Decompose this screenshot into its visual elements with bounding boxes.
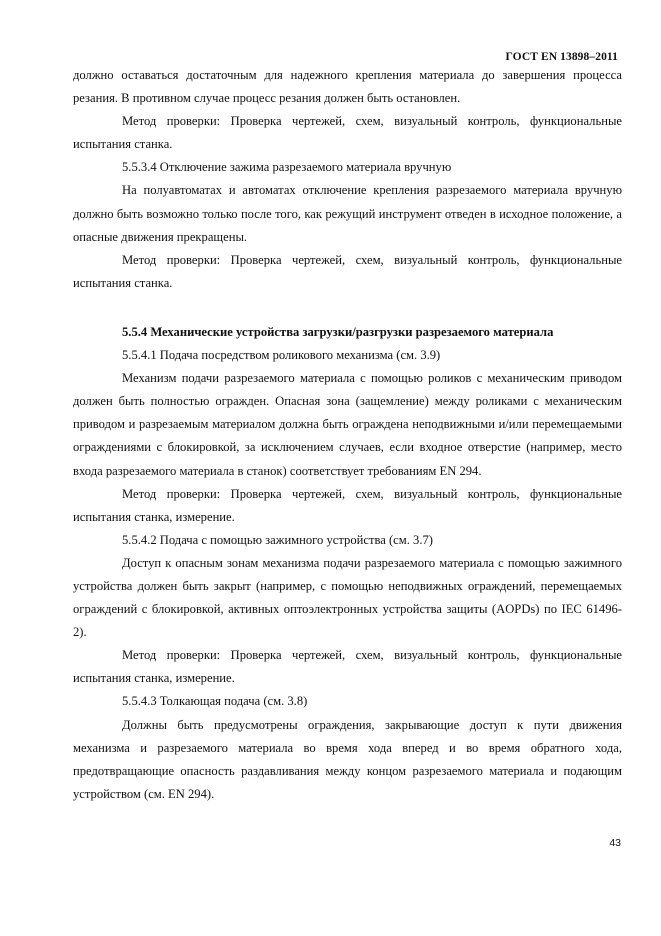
paragraph-push-feed: Должны быть предусмотрены ограждения, закрывающие доступ к пути движения механизма и разрезаемого материала во время хода вперед и во время обратного хода, предотвращающие опасность раздавливания между концом разрезаемого материала и подающим устройством (см. EN 294). <box>73 717 622 801</box>
paragraph-clamp-feed: Доступ к опасным зонам механизма подачи разрезаемого материала с помощью зажимного устройства должен быть закрыт (например, с помощью неподвижных ограждений, перемещаемых ограждений с блокировкой, активных оптоэлектронных устройства защиты (AOPDs) по IEC 61496-2). <box>73 555 622 640</box>
paragraph-test-method: Метод проверки: Проверка чертежей, схем, визуальный контроль, функциональные испытания станка, измерение. <box>73 486 622 524</box>
subsection-title-5-5-3-4: 5.5.3.4 Отключение зажима разрезаемого материала вручную <box>122 160 452 175</box>
subsection-title-5-5-4-1: 5.5.4.1 Подача посредством роликового механизма (см. 3.9) <box>122 348 441 363</box>
paragraph-continuation: должно оставаться достаточным для надежного крепления материала до завершения процесса резания. В противном случае процесс резания должен быть остановлен. <box>73 68 622 106</box>
paragraph-roller-feed: Механизм подачи разрезаемого материала с помощью роликов с механическим приводом должен быть полностью огражден. Опасная зона (защемление) между роликами с механическим приводом и разрезаемым материалом должна быть ограждена неподвижными и/или перемещаемыми ограждениями с блокировкой, за исключением случаев, если входное отверстие (например, место входа разрезаемого материала в станок) соответствует требованиям EN 294. <box>73 371 622 478</box>
standard-header: ГОСТ EN 13898–2011 <box>505 51 618 63</box>
page-number: 43 <box>609 837 621 849</box>
paragraph-test-method: Метод проверки: Проверка чертежей, схем, визуальный контроль, функциональные испытания станка. <box>73 252 622 290</box>
section-heading-5-5-4: 5.5.4 Механические устройства загрузки/разгрузки разрезаемого материала <box>122 324 554 339</box>
subsection-title-5-5-4-2: 5.5.4.2 Подача с помощью зажимного устройства (см. 3.7) <box>122 532 433 547</box>
paragraph-test-method: Метод проверки: Проверка чертежей, схем, визуальный контроль, функциональные испытания станка, измерение. <box>73 648 622 686</box>
subsection-title-5-5-4-3: 5.5.4.3 Толкающая подача (см. 3.8) <box>122 694 308 709</box>
body-text <box>73 64 622 806</box>
paragraph-test-method: Метод проверки: Проверка чертежей, схем, визуальный контроль, функциональные испытания станка. <box>73 114 622 152</box>
paragraph-manual-release: На полуавтоматах и автоматах отключение крепления разрезаемого материала вручную должно быть возможно только после того, как режущий инструмент отведен в исходное положение, а опасные движения прекращены. <box>73 183 622 244</box>
